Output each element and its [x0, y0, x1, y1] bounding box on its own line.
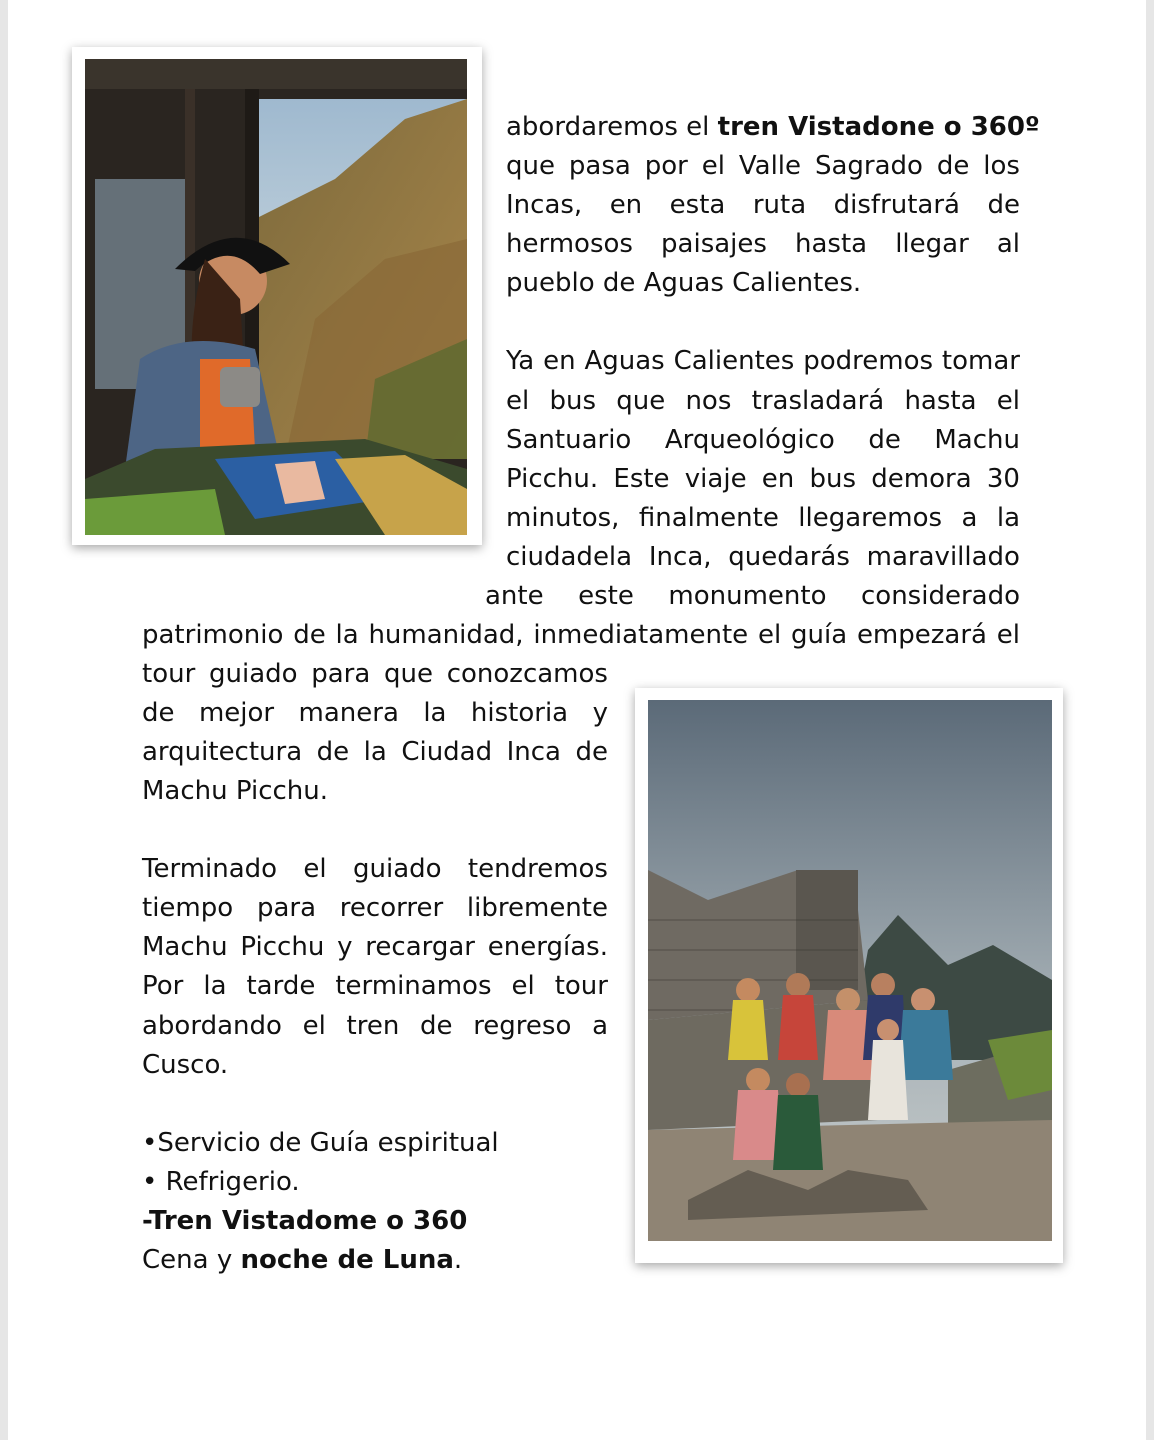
paragraph-2-line-6: ciudadela Inca, quedarás maravillado	[506, 542, 1020, 572]
machu-picchu-photo-frame	[635, 688, 1063, 1263]
paragraph-3-line-6: Cusco.	[142, 1050, 229, 1080]
list-item-train-bold: -Tren Vistadome o 360	[142, 1206, 468, 1236]
paragraph-1-line-5: pueblo de Aguas Calientes.	[506, 268, 862, 298]
group-at-machu-picchu-photo	[648, 700, 1052, 1241]
train-photo-frame	[72, 47, 482, 545]
paragraph-2-line-10: de mejor manera la historia y	[142, 698, 608, 728]
p1-line1-regular: abordaremos el	[506, 112, 718, 142]
paragraph-2-line-12: Machu Picchu.	[142, 776, 329, 806]
dinner-suffix: .	[453, 1245, 463, 1275]
paragraph-2-line-3: Santuario Arqueológico de Machu	[506, 425, 1020, 455]
list-item-snack: • Refrigerio.	[142, 1167, 300, 1197]
paragraph-2-line-4: Picchu. Este viaje en bus demora 30	[506, 464, 1020, 494]
paragraph-2-line-7: ante este monumento considerado	[485, 581, 1020, 611]
paragraph-2-line-11: arquitectura de la Ciudad Inca de	[142, 737, 608, 767]
paragraph-2-line-1: Ya en Aguas Calientes podremos tomar	[506, 346, 1020, 376]
paragraph-3-line-1: Terminado el guiado tendremos	[142, 854, 608, 884]
list-item-dinner	[142, 1245, 462, 1275]
paragraph-1-line-2: que pasa por el Valle Sagrado de los	[506, 151, 1020, 181]
paragraph-1-line-1	[506, 112, 1040, 142]
dinner-prefix: Cena y	[142, 1245, 241, 1275]
paragraph-2-line-2: el bus que nos trasladará hasta el	[506, 386, 1020, 416]
train-name-bold: tren Vistadone o 360º	[717, 112, 1040, 142]
paragraph-3-line-4: Por la tarde terminamos el tour	[142, 971, 608, 1001]
dinner-bold: noche de Luna	[240, 1245, 454, 1275]
list-item-train	[142, 1206, 467, 1236]
paragraph-2-line-9: tour guiado para que conozcamos	[142, 659, 608, 689]
paragraph-3-line-5: abordando el tren de regreso a	[142, 1011, 608, 1041]
document-page	[8, 0, 1146, 1440]
paragraph-2-line-5: minutos, finalmente llegaremos a la	[506, 503, 1020, 533]
paragraph-1-line-3: Incas, en esta ruta disfrutará de	[506, 190, 1020, 220]
paragraph-3-line-3: Machu Picchu y recargar energías.	[142, 932, 608, 962]
woman-on-train-photo	[85, 59, 467, 535]
list-item-guide: •Servicio de Guía espiritual	[142, 1128, 499, 1158]
paragraph-2-line-8: patrimonio de la humanidad, inmediatamente el guía empezará el	[142, 620, 1020, 650]
paragraph-3-line-2: tiempo para recorrer libremente	[142, 893, 608, 923]
paragraph-1-line-4: hermosos paisajes hasta llegar al	[506, 229, 1020, 259]
